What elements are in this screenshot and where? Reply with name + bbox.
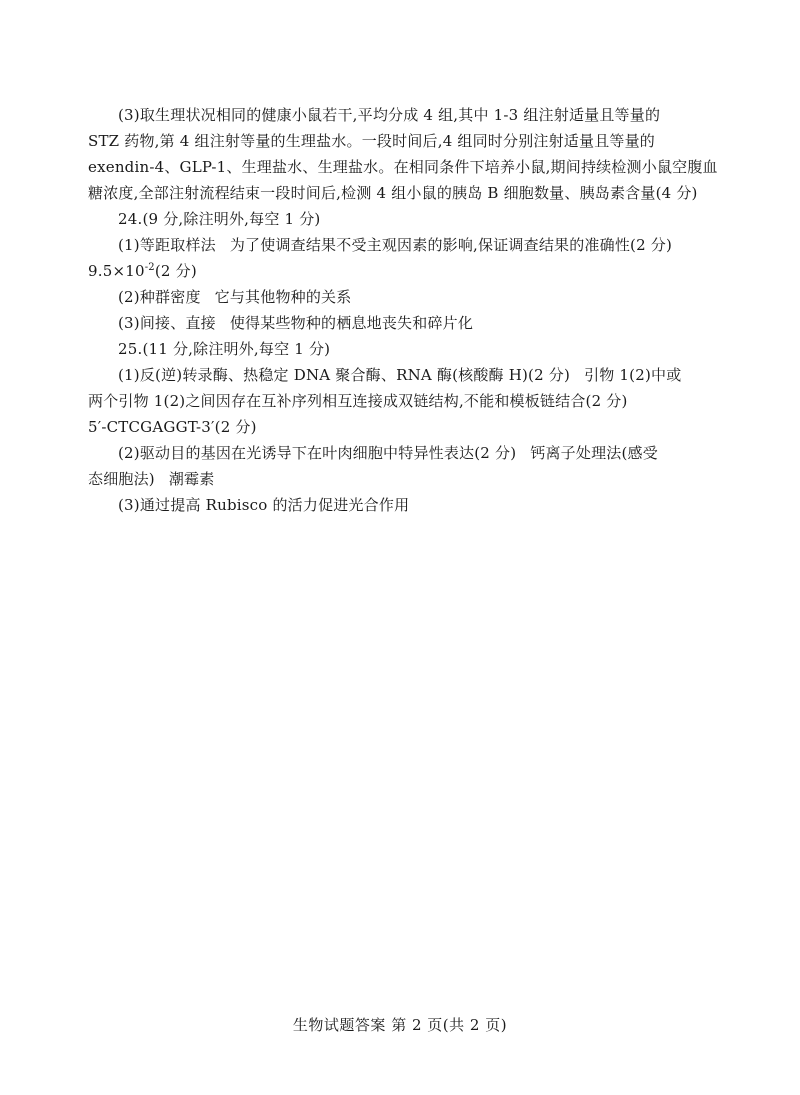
q24-part2-answer-a: (2)种群密度	[118, 288, 201, 306]
q25-part1-answer-b: 引物 1(2)中或	[584, 366, 682, 384]
q23-part3-line2: STZ 药物,第 4 组注射等量的生理盐水。一段时间后,4 组同时分别注射适量且等量的	[88, 132, 656, 150]
q24-part1-answer-c-base: 9.5×10	[88, 262, 145, 280]
q23-part3-line4: 糖浓度,全部注射流程结束一段时间后,检测 4 组小鼠的胰岛 B 细胞数量、胰岛素含量(4 分)	[88, 184, 698, 202]
q25-part2-answer-c: 态细胞法)	[88, 470, 155, 488]
q24-part3-answer-a: (3)间接、直接	[118, 314, 216, 332]
q25-part2-answer-b: 钙离子处理法(感受	[530, 444, 658, 462]
q24-part1-answer-c-score: (2 分)	[154, 262, 197, 280]
q25-part1-answer-a: (1)反(逆)转录酶、热稳定 DNA 聚合酶、RNA 酶(核酸酶 H)(2 分)	[118, 366, 571, 384]
answer-content	[88, 102, 718, 518]
q25-part1-line1	[88, 362, 712, 388]
q24-part2-answer-b: 它与其他物种的关系	[214, 288, 352, 306]
q24-part1-line2	[88, 258, 712, 284]
q25-part2-line1	[88, 440, 712, 466]
page-footer: 生物试题答案 第 2 页(共 2 页)	[292, 1016, 508, 1034]
q25-part3-line: (3)通过提高 Rubisco 的活力促进光合作用	[118, 496, 410, 514]
q23-part3-line1: (3)取生理状况相同的健康小鼠若干,平均分成 4 组,其中 1-3 组注射适量且等量的	[118, 106, 661, 124]
q24-part1-answer-c-exponent: -2	[144, 262, 155, 273]
q25-part2-answer-a: (2)驱动目的基因在光诱导下在叶肉细胞中特异性表达(2 分)	[118, 444, 517, 462]
q24-header: 24.(9 分,除注明外,每空 1 分)	[118, 210, 321, 228]
q25-part2-answer-d: 潮霉素	[168, 470, 215, 488]
q25-part1-line3: 5′-CTCGAGGT-3′(2 分)	[88, 418, 257, 436]
q24-part2-line	[88, 284, 712, 310]
q24-part1-answer-b: 为了使调查结果不受主观因素的影响,保证调查结果的准确性(2 分)	[229, 236, 673, 254]
q25-part1-line2: 两个引物 1(2)之间因存在互补序列相互连接成双链结构,不能和模板链结合(2 分)	[88, 392, 628, 410]
q23-part3-line3: exendin-4、GLP-1、生理盐水、生理盐水。在相同条件下培养小鼠,期间持续检测小鼠空腹血	[88, 158, 718, 176]
q24-part1-answer-a: (1)等距取样法	[118, 236, 216, 254]
q25-header: 25.(11 分,除注明外,每空 1 分)	[118, 340, 331, 358]
q25-part2-line2	[88, 466, 712, 492]
q24-part1-line1	[88, 232, 712, 258]
q24-part3-answer-b: 使得某些物种的栖息地丧失和碎片化	[229, 314, 474, 332]
q24-part3-line	[88, 310, 712, 336]
